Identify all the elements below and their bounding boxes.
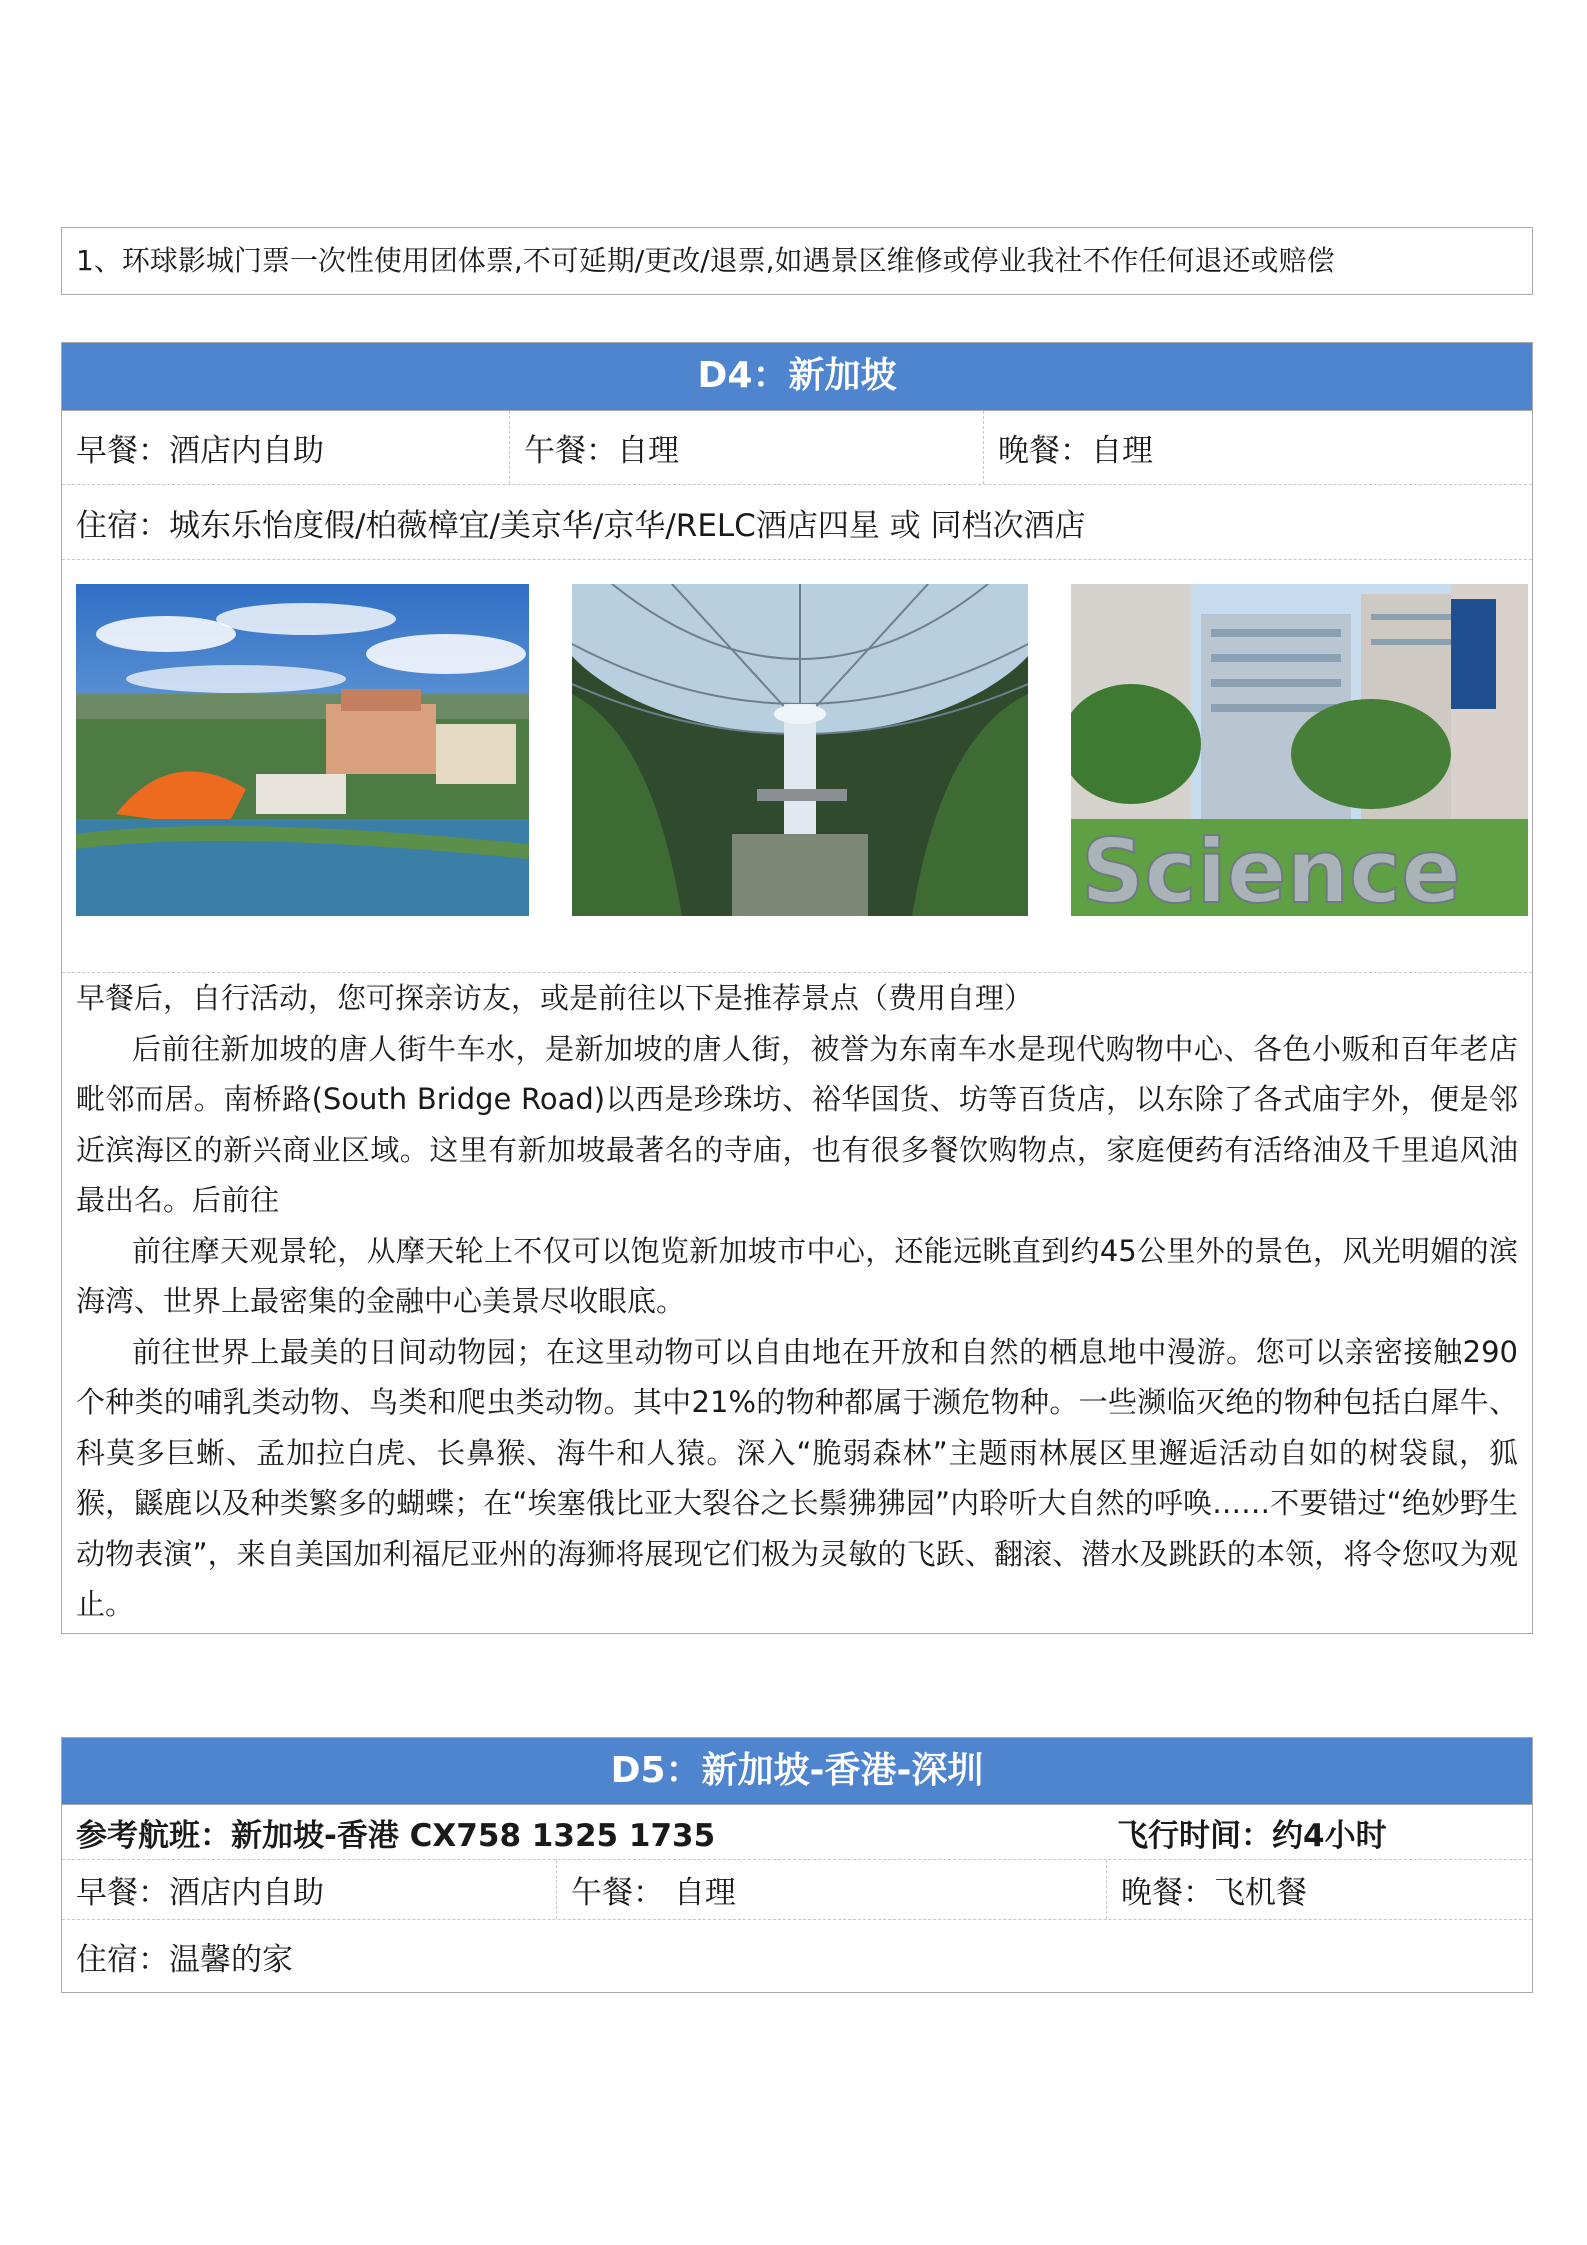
notice-box	[61, 227, 1533, 295]
day-5-title: D5：新加坡-香港-深圳	[62, 1738, 1532, 1805]
sentosa-resort-photo	[76, 584, 529, 916]
science-sign: Science	[1081, 820, 1461, 916]
day-4-photo-row	[62, 560, 1532, 973]
day-5-stay-row	[62, 1920, 1532, 1992]
paragraph: 后前往新加坡的唐人街牛车水，是新加坡的唐人街，被誉为东南车水是现代购物中心、各色小贩和百年老店毗邻而居。南桥路(South Bridge Road)以西是珍珠坊、裕华国货、坊等百货店，以东除了各式庙宇外，便是邻近滨海区的新兴商业区域。这里有新加坡最著名的寺庙，也有很多餐饮购物点，家庭便药有活络油及千里追风油最出名。后前往	[76, 1031, 1518, 1217]
paragraph: 早餐后，自行活动，您可探亲访友，或是前往以下是推荐景点（费用自理）	[76, 981, 1034, 1015]
jewel-rain-vortex-photo	[572, 584, 1028, 916]
day-4-meals-row	[62, 411, 1532, 485]
breakfast-cell: 早餐：酒店内自助	[76, 433, 324, 469]
flight-row	[62, 1805, 1532, 1860]
stay-text: 住宿：温馨的家	[76, 1941, 293, 1978]
flight-info: 参考航班：新加坡-香港 CX758 1325 1735	[76, 1817, 716, 1854]
flight-time: 飞行时间：约4小时	[1117, 1817, 1387, 1854]
paragraph: 前往世界上最美的日间动物园；在这里动物可以自由地在开放和自然的栖息地中漫游。您可以亲密接触290个种类的哺乳类动物、鸟类和爬虫类动物。其中21%的物种都属于濒危物种。一些濒临灭绝的物种包括白犀牛、科莫多巨蜥、孟加拉白虎、长鼻猴、海牛和人猿。深入“脆弱森林”主题雨林展区里邂逅活动自如的树袋鼠，狐猴，鼷鹿以及种类繁多的蝴蝶；在“埃塞俄比亚大裂谷之长鬃狒狒园”内聆听大自然的呼唤……不要错过“绝妙野生动物表演”，来自美国加利福尼亚州的海狮将展现它们极为灵敏的飞跃、翻滚、潜水及跳跃的本领，将令您叹为观止。	[76, 1334, 1518, 1621]
dinner-cell: 晚餐：自理	[983, 411, 1532, 484]
day-4-description	[62, 973, 1532, 1630]
dinner-cell: 晚餐：飞机餐	[1106, 1860, 1532, 1919]
day-4-title: D4：新加坡	[62, 343, 1532, 411]
notice-text: 1、环球影城门票一次性使用团体票,不可延期/更改/退票,如遇景区维修或停业我社不作任何退还或赔偿	[76, 244, 1335, 277]
day-4-section	[61, 342, 1533, 1634]
science-sign-campus-photo	[1071, 584, 1528, 916]
day-4-stay-row	[62, 485, 1532, 560]
lunch-cell: 午餐： 自理	[556, 1860, 1106, 1919]
day-5-meals-row	[62, 1860, 1532, 1920]
breakfast-cell: 早餐：酒店内自助	[76, 1875, 324, 1911]
paragraph: 前往摩天观景轮，从摩天轮上不仅可以饱览新加坡市中心，还能远眺直到约45公里外的景色，风光明媚的滨海湾、世界上最密集的金融中心美景尽收眼底。	[76, 1233, 1518, 1318]
day-5-section	[61, 1737, 1533, 1993]
lunch-cell: 午餐：自理	[509, 411, 983, 484]
stay-text: 住宿：城东乐怡度假/柏薇樟宜/美京华/京华/RELC酒店四星 或 同档次酒店	[76, 507, 1086, 544]
